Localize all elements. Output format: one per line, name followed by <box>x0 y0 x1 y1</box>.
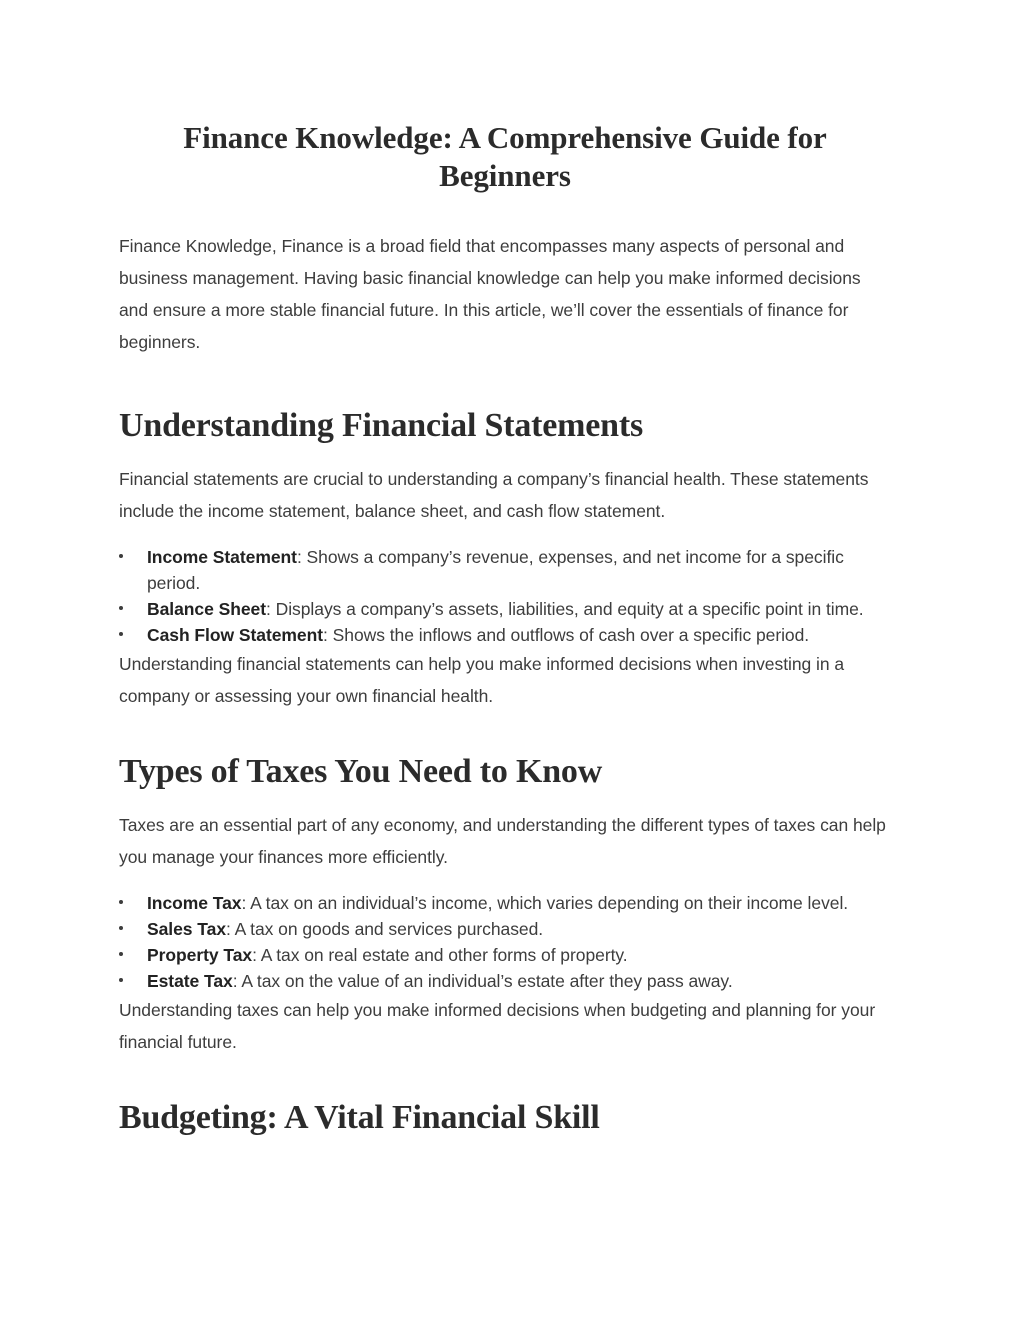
list-item-description: : A tax on real estate and other forms of property. <box>252 945 628 965</box>
section-heading-types-of-taxes: Types of Taxes You Need to Know <box>119 753 603 790</box>
financial-statements-list <box>119 544 891 648</box>
list-item-term: Income Statement <box>147 547 297 567</box>
list-item-term: Property Tax <box>147 945 253 965</box>
bullet-icon <box>119 900 123 904</box>
list-item-term: Income Tax <box>147 893 242 913</box>
list-item <box>119 596 891 622</box>
list-item-description: : Displays a company’s assets, liabilities, and equity at a specific point in time. <box>266 599 864 619</box>
list-item-description: : A tax on an individual’s income, which varies depending on their income level. <box>241 893 849 913</box>
list-item <box>119 890 891 916</box>
list-item-description: : A tax on goods and services purchased. <box>226 919 544 939</box>
section-heading-financial-statements: Understanding Financial Statements <box>119 407 644 444</box>
document-content-column <box>119 0 891 1138</box>
list-item <box>119 622 891 648</box>
list-item-term: Cash Flow Statement <box>147 625 324 645</box>
list-item <box>119 916 891 942</box>
financial-statements-closing-paragraph: Understanding financial statements can help you make informed decisions when investing in a company or assessing your own financial health. <box>119 654 845 706</box>
bullet-icon <box>119 632 123 636</box>
list-item-term: Estate Tax <box>147 971 233 991</box>
list-item-term: Sales Tax <box>147 919 227 939</box>
list-item <box>119 968 891 994</box>
taxes-list <box>119 890 891 994</box>
page-title: Finance Knowledge: A Comprehensive Guide for Beginners <box>183 120 827 193</box>
bullet-icon <box>119 554 123 558</box>
list-item <box>119 942 891 968</box>
bullet-icon <box>119 606 123 610</box>
list-item-description: : A tax on the value of an individual’s estate after they pass away. <box>232 971 733 991</box>
section-heading-budgeting: Budgeting: A Vital Financial Skill <box>119 1099 600 1136</box>
taxes-closing-paragraph: Understanding taxes can help you make informed decisions when budgeting and planning for your financial future. <box>119 1000 876 1052</box>
financial-statements-intro-paragraph: Financial statements are crucial to understanding a company’s financial health. These statements include the income statement, balance sheet, and cash flow statement. <box>119 469 869 521</box>
list-item-description: : Shows a company’s revenue, expenses, and net income for a specific period. <box>147 547 844 593</box>
list-item-description: : Shows the inflows and outflows of cash over a specific period. <box>323 625 810 645</box>
list-item <box>119 544 891 596</box>
list-item-term: Balance Sheet <box>147 599 266 619</box>
intro-paragraph: Finance Knowledge, Finance is a broad field that encompasses many aspects of personal and business management. Having basic financial knowledge can help you make informed decisions and ensure a more stable financial future. In this article, we’ll cover the essentials of finance for beginners. <box>119 236 861 352</box>
bullet-icon <box>119 978 123 982</box>
bullet-icon <box>119 952 123 956</box>
bullet-icon <box>119 926 123 930</box>
taxes-intro-paragraph: Taxes are an essential part of any economy, and understanding the different types of taxes can help you manage your finances more efficiently. <box>119 815 886 867</box>
